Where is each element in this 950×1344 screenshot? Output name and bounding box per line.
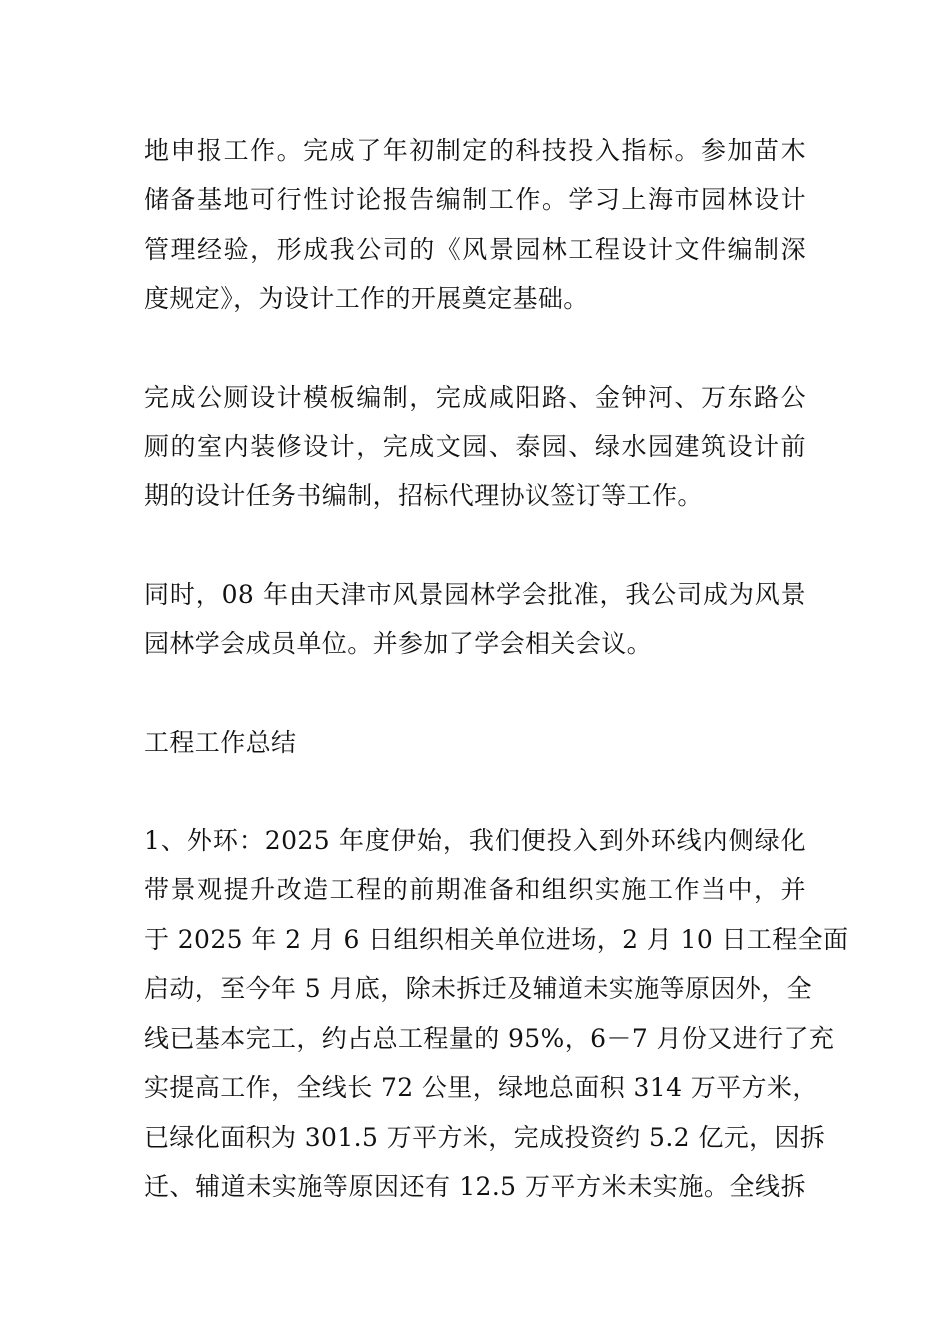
section-heading: 工程工作总结 — [144, 727, 297, 757]
text-line: 迁、辅道未实施等原因还有 12.5 万平方米未实施。全线拆 — [144, 1171, 806, 1201]
text-line: 1、外环：2025 年度伊始，我们便投入到外环线内侧绿化 — [144, 826, 806, 856]
text-line: 度规定》，为设计工作的开展奠定基础。 — [144, 284, 589, 314]
text-line: 期的设计任务书编制，招标代理协议签订等工作。 — [144, 481, 703, 511]
text-line: 于 2025 年 2 月 6 日组织相关单位进场，2 月 10 日工程全面 — [144, 924, 849, 954]
text-line: 线已基本完工，约占总工程量的 95%，6－7 月份又进行了充 — [144, 1023, 835, 1053]
text-line: 已绿化面积为 301.5 万平方米，完成投资约 5.2 亿元，因拆 — [144, 1122, 826, 1152]
text-line: 管理经验，形成我公司的《风景园林工程设计文件编制深 — [144, 234, 806, 264]
paragraph-outer-ring — [144, 816, 849, 1211]
text-line: 完成公厕设计模板编制，完成咸阳路、金钟河、万东路公 — [144, 382, 806, 412]
text-line: 启动，至今年 5 月底，除未拆迁及辅道未实施等原因外，全 — [144, 974, 813, 1004]
text-line: 地申报工作。完成了年初制定的科技投入指标。参加苗木 — [144, 136, 806, 165]
paragraph-design-management — [144, 126, 806, 324]
text-line: 储备基地可行性讨论报告编制工作。学习上海市园林设计 — [144, 185, 806, 215]
text-line: 带景观提升改造工程的前期准备和组织实施工作当中，并 — [144, 875, 806, 905]
paragraph-toilet-design — [144, 373, 806, 521]
text-line: 实提高工作，全线长 72 公里，绿地总面积 314 万平方米， — [144, 1073, 818, 1103]
text-line: 厕的室内装修设计，完成文园、泰园、绿水园建筑设计前 — [144, 432, 806, 462]
document-body — [144, 126, 849, 1260]
text-line: 同时，08 年由天津市风景园林学会批准，我公司成为风景 — [144, 579, 806, 609]
text-line: 园林学会成员单位。并参加了学会相关会议。 — [144, 629, 653, 659]
paragraph-society-membership — [144, 570, 806, 669]
